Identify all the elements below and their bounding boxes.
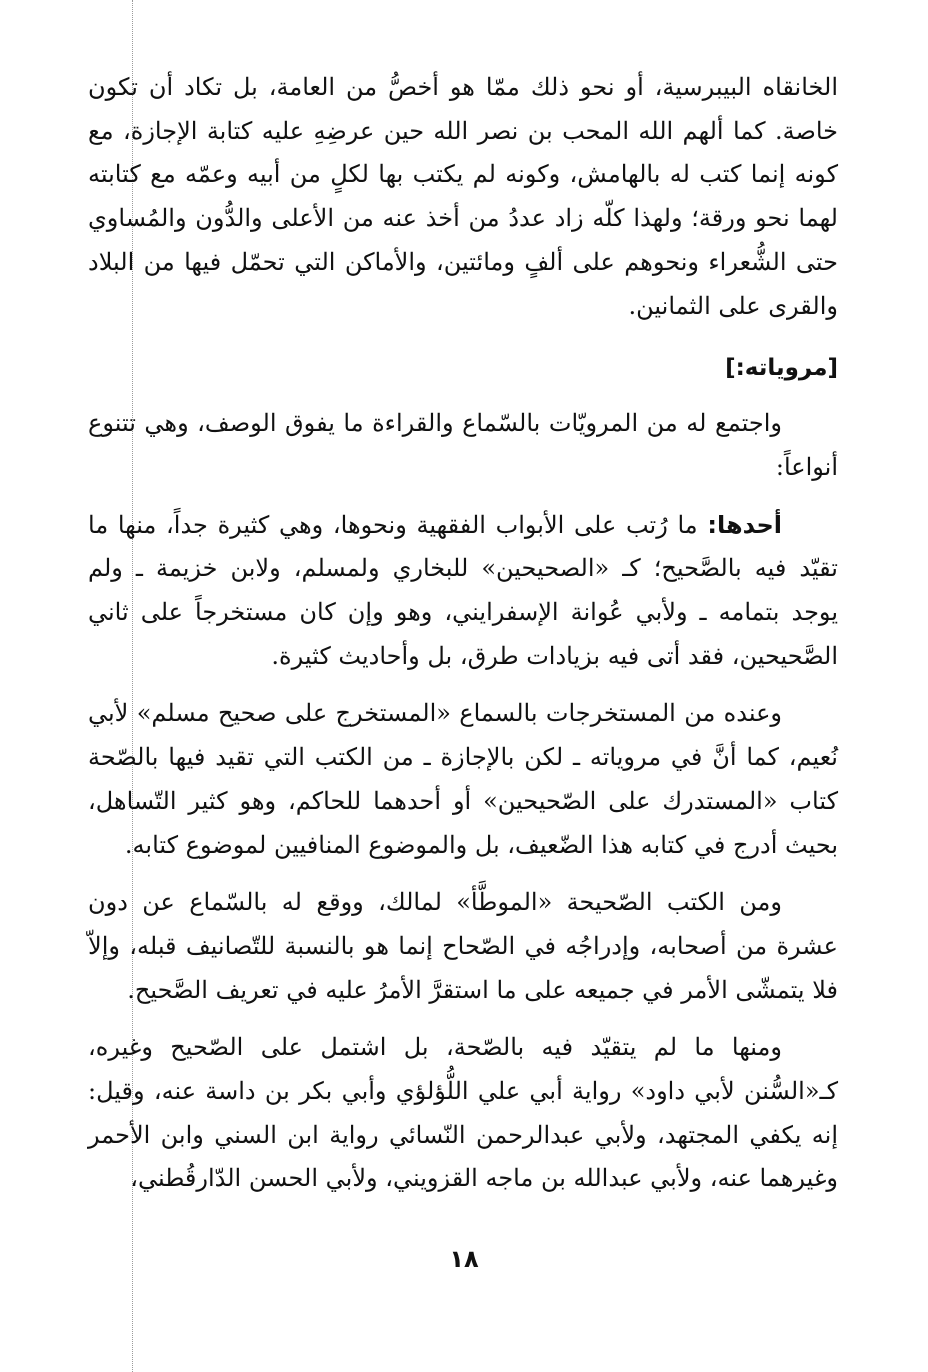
page-body-text [88, 66, 838, 1201]
paragraph-intro: الخانقاه البيبرسية، أو نحو ذلك ممّا هو أخصُّ من العامة، بل تكاد أن تكون خاصة. كما ألهم الله المحب بن نصر الله حين عرضِهِ عليه كتابة الإجازة، مع كونه إنما كتب له بالهامش، وكونه لم يكتب بها لكلٍ من أبيه وعمّه مع كتابته لهما نحو ورقة؛ ولهذا كلّه زاد عددُ من أخذ عنه من الأعلى والدُّون والمُساوي حتى الشُّعراء ونحوهم على ألفٍ ومائتين، والأماكن التي تحمّل فيها من البلاد والقرى على الثمانين. [88, 73, 838, 320]
paragraph-ahaduha [88, 504, 838, 679]
page-number: ١٨ [449, 1245, 479, 1273]
paragraph-ahaduha-body: ما رُتب على الأبواب الفقهية ونحوها، وهي كثيرة جداً، منها ما تقيّد فيه بالصَّحيح؛ كـ «الصحيحين» للبخاري ولمسلم، ولابن خزيمة ـ ولم يوجد بتمامه ـ ولأبي عُوانة الإسفرايني، وهو وإن كان مستخرجاً على ثاني الصَّحيحين، فقد أتى فيه بزيادات طرق، بل وأحاديث كثيرة. [88, 510, 838, 670]
paragraph-mustakhrajat: وعنده من المستخرجات بالسماع «المستخرج على صحيح مسلم» لأبي نُعيم، كما أنَّ في مروياته ـ لكن بالإجازة ـ من الكتب التي تقيد فيها بالصّحة كتاب «المستدرك على الصّحيحين» أو أحدهما للحاكم، وهو كثير التّساهل، بحيث أدرج في كتابه هذا الضّعيف، بل والموضوع المنافيين لموضوع كتابه. [88, 699, 838, 859]
paragraph-muwatta: ومن الكتب الصّحيحة «الموطَّأ» لمالك، ووقع له بالسّماع عن دون عشرة من أصحابه، وإدراجُه في الصّحاح إنما هو بالنسبة للتّصانيف قبله، وإلاّ فلا يتمشّى الأمر في جميعه على ما استقرَّ الأمرُ عليه في تعريف الصَّحيح. [88, 888, 838, 1004]
paragraph-lead-ahaduha: أحدها: [707, 510, 782, 539]
paragraph-riwayat-intro: واجتمع له من المرويّات بالسّماع والقراءة ما يفوق الوصف، وهي تتنوع أنواعاً: [88, 409, 838, 481]
paragraph-sunan: ومنها ما لم يتقيّد فيه بالصّحة، بل اشتمل على الصّحيح وغيره، كـ«السُّنن لأبي داود» رواية أبي علي اللُّؤلؤي وأبي بكر بن داسة عنه، وقيل: إنه يكفي المجتهد، ولأبي عبدالرحمن النّسائي رواية ابن السني وابن الأحمر وغيرهما عنه، ولأبي عبدالله بن ماجه القزويني، ولأبي الحسن الدّارقُطني، [88, 1033, 838, 1193]
section-heading-marwiyatuh: [مروياته:] [725, 355, 838, 382]
